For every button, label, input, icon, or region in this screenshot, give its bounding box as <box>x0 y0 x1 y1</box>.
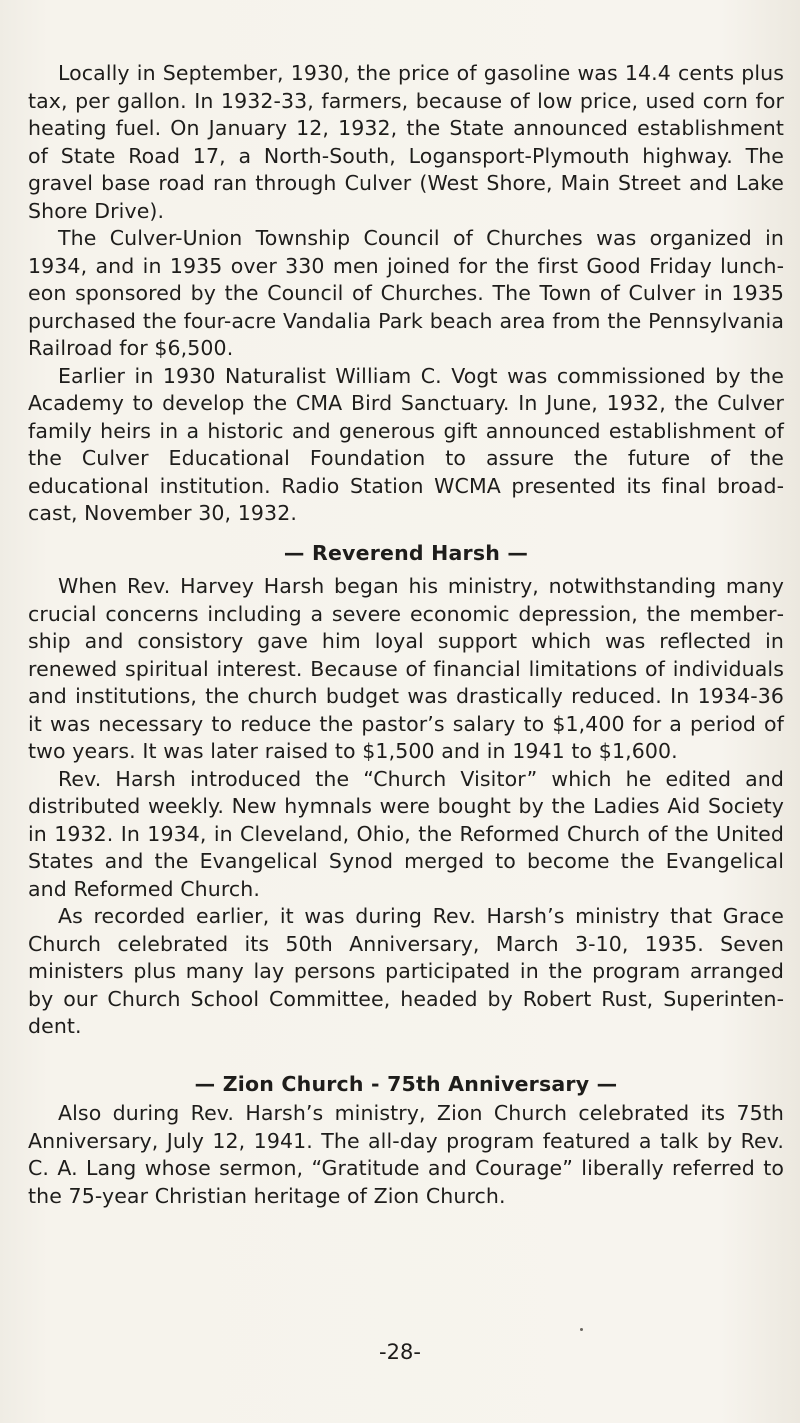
page-body <box>28 60 784 1210</box>
paragraph-zion-75th: Also during Rev. Harsh’s ministry, Zion Church celebrated its 75th Anniversary, July 12, 1941. The all-day program featured a talk by Rev. C. A. Lang whose sermon, “Gratitude and Courage” liberally referred to the 75-year Christian heritage of Zion Church. <box>28 1101 784 1208</box>
section-heading-reverend-harsh: — Reverend Harsh — <box>283 540 529 565</box>
page-number: -28- <box>379 1340 421 1364</box>
paragraph-50th-anniversary: As recorded earlier, it was during Rev. Harsh’s ministry that Grace Church celebrated its 50th Anniversary, March 3-10, 1935. Seven ministers plus many lay persons participated in the program arranged by our Church School Committee, headed by Robert Rust, Superintendent. <box>28 904 784 1038</box>
paragraph-bird-sanctuary: Earlier in 1930 Naturalist William C. Vogt was commissioned by the Academy to develop the CMA Bird Sanctuary. In June, 1932, the Culver family heirs in a historic and generous gift announced establishment of the Culver Educational Foundation to assure the future of the educational institution. Radio Station WCMA presented its final broadcast, November 30, 1932. <box>28 363 784 525</box>
paper-speck <box>580 1328 583 1331</box>
paragraph-council-of-churches: The Culver-Union Township Council of Churches was organized in 1934, and in 1935 over 330 men joined for the first Good Friday luncheon sponsored by the Council of Churches. The Town of Culver in 1935 purchased the four-acre Vandalia Park beach area from the Pennsylvania Railroad for $6,500. <box>28 226 784 360</box>
paragraph-gasoline-state-road: Locally in September, 1930, the price of gasoline was 14.4 cents plus tax, per gallon. In 1932-33, farmers, because of low price, used corn for heating fuel. On January 12, 1932, the State announced establishment of State Road 17, a North-South, Logansport-Plymouth highway. The gravel base road ran through Culver (West Shore, Main Street and Lake Shore Drive). <box>28 61 784 223</box>
paragraph-church-visitor: Rev. Harsh introduced the “Church Visitor” which he edited and distributed weekly. New hymnals were bought by the Ladies Aid Society in 1932. In 1934, in Cleveland, Ohio, the Reformed Church of the United States and the Evangelical Synod merged to become the Evangelical and Reformed Church. <box>28 766 784 901</box>
paragraph-harsh-ministry: When Rev. Harvey Harsh began his ministry, notwithstanding many crucial concerns including a severe economic depression, the membership and consistory gave him loyal support which was reflected in renewed spiritual interest. Because of financial limitations of individuals and institutions, the church budget was drastically reduced. In 1934-36 it was necessary to reduce the pastor’s salary to $1,400 for a period of two years. It was later raised to $1,500 and in 1941 to $1,600. <box>28 574 784 763</box>
section-heading-zion-church: — Zion Church - 75th Anniversary — <box>194 1071 618 1096</box>
